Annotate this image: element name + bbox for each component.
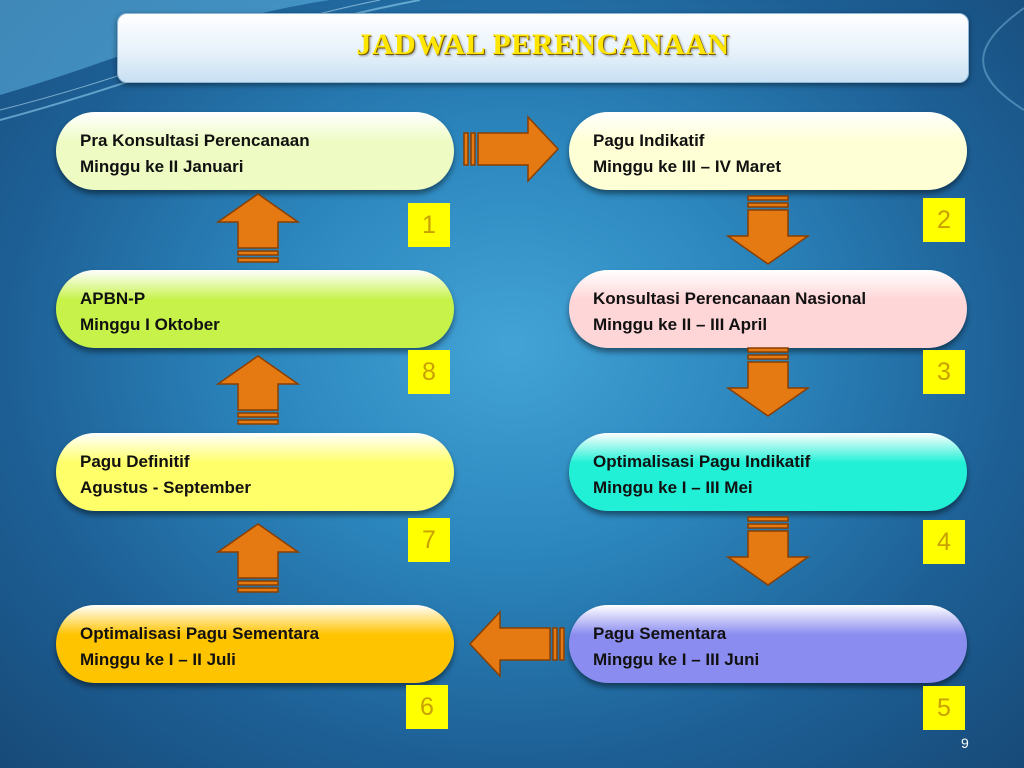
- step-schedule: Minggu ke II – III April: [593, 315, 768, 334]
- step-number-4: 4: [923, 520, 965, 564]
- step-title: APBN-P: [80, 289, 146, 308]
- step-title: Pagu Sementara: [593, 624, 727, 643]
- arrow-up-icon: [216, 354, 300, 426]
- step-box-3: [569, 270, 967, 348]
- step-box-5: [569, 605, 967, 683]
- arrow-up-icon: [216, 522, 300, 594]
- step-schedule: Minggu ke II Januari: [80, 157, 244, 176]
- step-number-1: 1: [408, 203, 450, 247]
- step-number-8: 8: [408, 350, 450, 394]
- step-schedule: Minggu ke I – II Juli: [80, 650, 236, 669]
- step-title: Pagu Indikatif: [593, 131, 705, 150]
- arrow-up-icon: [216, 192, 300, 264]
- step-number-6: 6: [406, 685, 448, 729]
- step-schedule: Minggu I Oktober: [80, 315, 220, 334]
- step-number-5: 5: [923, 686, 965, 730]
- arrow-down-icon: [726, 346, 810, 418]
- step-box-4: [569, 433, 967, 511]
- arrow-down-icon: [726, 515, 810, 587]
- step-number-3: 3: [923, 350, 965, 394]
- step-title: Optimalisasi Pagu Indikatif: [593, 452, 811, 471]
- step-title: Optimalisasi Pagu Sementara: [80, 624, 320, 643]
- step-title: Pagu Definitif: [80, 452, 190, 471]
- step-box-2: [569, 112, 967, 190]
- arrow-left-icon: [466, 610, 566, 680]
- step-schedule: Minggu ke I – III Mei: [593, 478, 753, 497]
- step-schedule: Minggu ke I – III Juni: [593, 650, 760, 669]
- arrow-right-icon: [462, 115, 562, 185]
- page-title: JADWAL PERENCANAAN: [356, 28, 730, 61]
- step-schedule: Agustus - September: [80, 478, 251, 497]
- step-schedule: Minggu ke III – IV Maret: [593, 157, 781, 176]
- step-box-6: [56, 605, 454, 683]
- step-box-7: [56, 433, 454, 511]
- step-number-2: 2: [923, 198, 965, 242]
- step-title: Pra Konsultasi Perencanaan: [80, 131, 310, 150]
- title-bar: [117, 13, 969, 83]
- arrow-down-icon: [726, 194, 810, 266]
- step-box-8: [56, 270, 454, 348]
- step-title: Konsultasi Perencanaan Nasional: [593, 289, 867, 308]
- step-number-7: 7: [408, 518, 450, 562]
- page-number: 9: [961, 735, 969, 751]
- step-box-1: [56, 112, 454, 190]
